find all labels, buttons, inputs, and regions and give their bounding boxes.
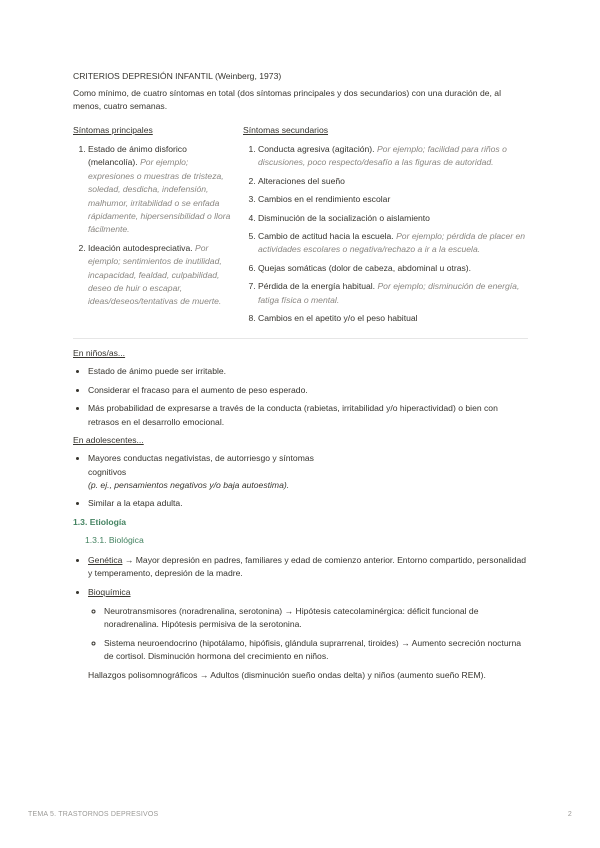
secundarios-column xyxy=(243,124,528,330)
genetica-label: Genética xyxy=(88,554,123,565)
item-main: Pérdida de la energía habitual. xyxy=(258,281,376,292)
list-item: • Estado de ánimo puede ser irritable. xyxy=(88,365,528,378)
list-item: ◦ Neurotransmisores (noradrenalina, serotonina) → Hipótesis catecolaminérgica: déficit funcional de noradrenalina. Hipótesis permisiva de la serotonina. xyxy=(104,605,528,632)
principales-heading: Síntomas principales xyxy=(73,125,153,135)
item-main: Conducta agresiva (agitación). xyxy=(258,144,375,154)
list-item xyxy=(88,554,528,581)
list-item xyxy=(258,212,528,225)
item-example: Por ejemplo; sentimientos de inutilidad, incapacidad, fealdad, culpabilidad, deseo de huir o escapar, ideas/deseos/tentativas de muerte. xyxy=(88,242,222,307)
item-main: Disminución de la socialización o aislamiento xyxy=(258,212,430,223)
adolescentes-list xyxy=(73,452,528,511)
divider xyxy=(73,338,528,339)
list-item xyxy=(88,242,231,309)
list-item xyxy=(258,262,528,275)
list-item: • Más probabilidad de expresarse a través de la conducta (rabietas, irritabilidad y/o hiperactividad) o bien con retrasos en el desarrollo emocional. xyxy=(88,402,528,429)
list-item: • Considerar el fracaso para el aumento de peso esperado. xyxy=(88,384,528,397)
list-item xyxy=(258,230,528,257)
page-content xyxy=(73,70,528,687)
item-example: Por ejemplo; facilidad para riños o discusiones, poco respecto/desafío a las figuras de autoridad. xyxy=(258,144,507,168)
item-example: Por ejemplo; expresiones o muestras de tristeza, soledad, desdicha, indefensión, malhumor, irritabilidad o se enfada rápidamente, hipersensibilidad o llora fácilmente. xyxy=(88,157,231,235)
list-item xyxy=(258,175,528,188)
list-item: ◦ Sistema neuroendocrino (hipotálamo, hipófisis, glándula suprarrenal, tiroides) → Aumento secreción nocturna de cortisol. Disminución hormona del crecimiento en niños. xyxy=(104,637,528,664)
principales-list xyxy=(73,143,231,309)
adolescentes-line-1: Mayores conductas negativistas, de autorriesgo y síntomas xyxy=(88,453,314,464)
secundarios-heading: Síntomas secundarios xyxy=(243,125,329,135)
item-main: Cambios en el apetito y/o el peso habitual xyxy=(258,313,418,324)
item-main: Estado de ánimo disforico (melancolía). xyxy=(88,144,187,168)
adolescentes-line-2: cognitivos xyxy=(88,466,127,477)
adolescentes-heading: En adolescentes... xyxy=(73,435,144,446)
list-item xyxy=(258,193,528,206)
list-item xyxy=(258,312,528,325)
list-item xyxy=(88,452,528,492)
list-item xyxy=(258,280,528,307)
footer-chapter: TEMA 5. TRASTORNOS DEPRESIVOS xyxy=(28,811,159,818)
list-item: • Similar a la etapa adulta. xyxy=(88,497,528,510)
bioquimica-label: Bioquímica xyxy=(88,586,131,597)
item-main: Ideación autodespreciativa. xyxy=(88,242,193,253)
item-example: Por ejemplo; pérdida de placer en actividades escolares o negativa/rechazo a ir a la escuela. xyxy=(258,231,526,255)
ninos-heading: En niños/as... xyxy=(73,348,126,359)
biologica-subheading: 1.3.1. Biológica xyxy=(85,534,144,545)
document-title: CRITERIOS DEPRESIÓN INFANTIL (Weinberg, 1973) xyxy=(73,71,282,81)
item-main: Alteraciones del sueño xyxy=(258,175,345,186)
item-main: Cambio de actitud hacia la escuela. xyxy=(258,231,394,242)
page-footer xyxy=(28,811,572,818)
hallazgos-text: Hallazgos polisomnográficos → Adultos (disminución sueño ondas delta) y niños (aumento sueño REM). xyxy=(88,669,486,680)
list-item xyxy=(88,586,528,682)
item-main: Quejas somáticas (dolor de cabeza, abdominal u otras). xyxy=(258,262,472,273)
ninos-list xyxy=(73,365,528,429)
symptom-columns xyxy=(73,124,528,330)
list-item xyxy=(88,143,231,237)
item-main: Cambios en el rendimiento escolar xyxy=(258,194,391,205)
genetica-text: → Mayor depresión en padres, familiares y edad de comienzo anterior. Entorno compartido, personalidad y temperamento, depresión de la madre. xyxy=(88,554,527,579)
list-item xyxy=(258,143,528,170)
page-number: 2 xyxy=(567,811,572,818)
item-example: Por ejemplo; disminución de energía, fatiga física o mental. xyxy=(258,281,520,305)
intro-paragraph: Como mínimo, de cuatro síntomas en total (dos síntomas principales y dos secundarios) con una duración de, al menos, cuatro semanas. xyxy=(73,88,501,111)
etiologia-heading: 1.3. Etiología xyxy=(73,516,127,527)
etiologia-list xyxy=(73,554,528,682)
adolescentes-line-3: (p. ej., pensamientos negativos y/o baja autoestima). xyxy=(88,479,290,490)
principales-column xyxy=(73,124,231,330)
secundarios-list xyxy=(243,143,528,325)
bioquimica-sublist xyxy=(88,605,528,664)
